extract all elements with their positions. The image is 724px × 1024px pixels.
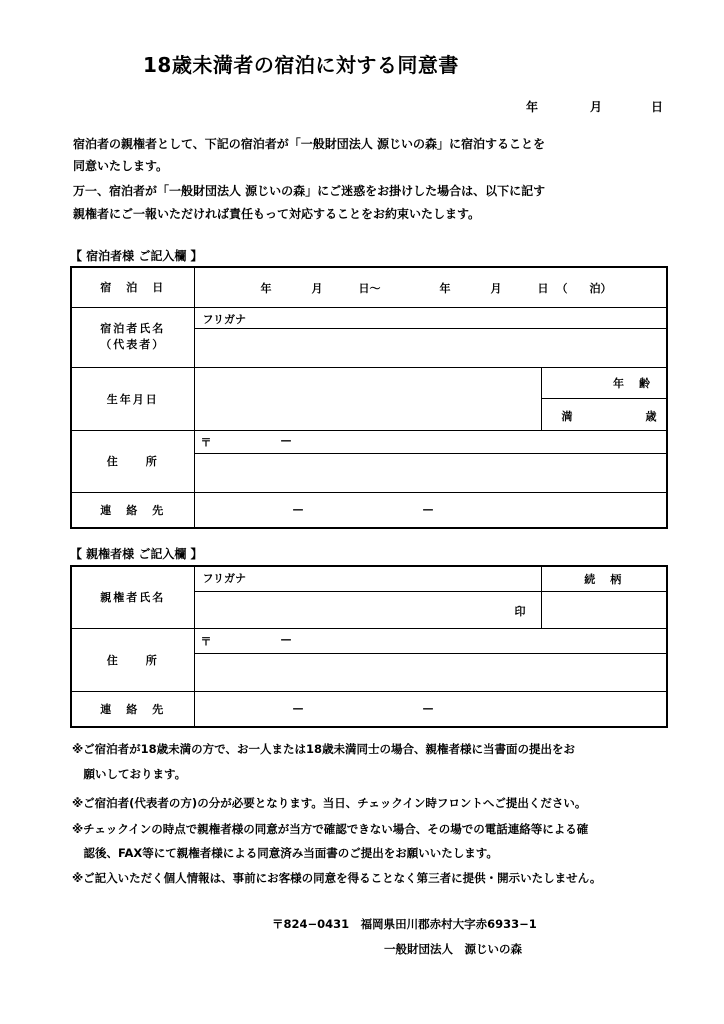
parent-contact-label: 連 絡 先 bbox=[71, 691, 194, 727]
guest-name-label-1: 宿泊者氏名 bbox=[100, 322, 166, 335]
note-4: ※ご記入いただく個人情報は、事前にお客様の同意を得ることなく第三者に提供・開示いたしません。 bbox=[72, 871, 602, 885]
stay-date-field[interactable] bbox=[194, 267, 667, 307]
intro-line-4: 親権者にご一報いただければ責任もって対応することをお約束いたします。 bbox=[73, 207, 481, 221]
parent-contact-dash-1: — bbox=[292, 701, 304, 715]
age-label: 年 齢 bbox=[541, 367, 667, 398]
stay-year-2: 年 bbox=[439, 282, 451, 295]
stay-nights: （ 泊） bbox=[556, 282, 612, 295]
guest-contact-field[interactable] bbox=[194, 492, 667, 528]
date-day-label: 日 bbox=[651, 100, 664, 114]
guest-address-field[interactable] bbox=[194, 453, 667, 492]
note-2: ※ご宿泊者(代表者の方)の分が必要となります。当日、チェックイン時フロントへご提出ください。 bbox=[72, 796, 587, 810]
guest-section-label: 【 宿泊者様 ご記入欄 】 bbox=[70, 249, 203, 263]
age-full-label: 満 bbox=[561, 409, 573, 423]
date-year-label: 年 bbox=[526, 100, 539, 114]
guest-name-label bbox=[71, 307, 194, 367]
relation-label: 続 柄 bbox=[541, 566, 667, 591]
footer-organization: 一般財団法人 源じいの森 bbox=[384, 942, 522, 956]
stay-date-label: 宿 泊 日 bbox=[71, 267, 194, 307]
parent-furigana-field[interactable]: フリガナ bbox=[194, 566, 541, 591]
stay-day-2: 日 bbox=[537, 282, 549, 295]
note-3: ※チェックインの時点で親権者様の同意が当方で確認できない場合、その場での電話連絡等による確 bbox=[72, 822, 589, 836]
guest-name-label-2: （代表者） bbox=[100, 338, 166, 351]
relation-field[interactable] bbox=[541, 591, 667, 628]
guest-furigana-field[interactable]: フリガナ bbox=[194, 307, 667, 328]
date-month-label: 月 bbox=[590, 100, 603, 114]
parent-form-table bbox=[70, 565, 668, 728]
note-1-cont: 願いしております。 bbox=[72, 767, 187, 781]
birth-date-label: 生年月日 bbox=[71, 367, 194, 430]
parent-address-field[interactable] bbox=[194, 653, 667, 691]
stay-day-1: 日〜 bbox=[358, 282, 381, 295]
guest-address-label: 住 所 bbox=[71, 430, 194, 492]
parent-name-label: 親権者氏名 bbox=[71, 566, 194, 628]
guest-form-table bbox=[70, 266, 668, 529]
birth-date-field[interactable] bbox=[194, 367, 541, 430]
intro-line-1: 宿泊者の親権者として、下記の宿泊者が「一般財団法人 源じいの森」に宿泊することを bbox=[73, 137, 545, 151]
intro-line-3: 万一、宿泊者が「一般財団法人 源じいの森」にご迷惑をお掛けした場合は、以下に記す bbox=[73, 184, 546, 198]
guest-postal-mark: 〒 bbox=[200, 435, 212, 449]
parent-postal-field[interactable] bbox=[194, 628, 667, 653]
parent-contact-field[interactable] bbox=[194, 691, 667, 727]
parent-postal-dash: — bbox=[280, 632, 292, 646]
guest-postal-field[interactable] bbox=[194, 430, 667, 453]
stay-month-2: 月 bbox=[490, 282, 502, 295]
note-1: ※ご宿泊者が18歳未満の方で、お一人または18歳未満同士の場合、親権者様に当書面の提出をお bbox=[72, 742, 575, 756]
age-field[interactable] bbox=[541, 398, 667, 430]
seal-mark: 印 bbox=[514, 604, 526, 618]
parent-contact-dash-2: — bbox=[422, 701, 434, 715]
guest-name-field[interactable] bbox=[194, 328, 667, 367]
parent-section-label: 【 親権者様 ご記入欄 】 bbox=[70, 547, 203, 561]
stay-year-1: 年 bbox=[260, 282, 272, 295]
guest-contact-dash-1: — bbox=[292, 502, 304, 516]
guest-contact-dash-2: — bbox=[422, 502, 434, 516]
footer-address: 〒824−0431 福岡県田川郡赤村大字赤6933−1 bbox=[272, 917, 537, 931]
note-3-cont: 認後、FAX等にて親権者様による同意済み当面書のご提出をお願いいたします。 bbox=[72, 846, 498, 860]
parent-name-field[interactable] bbox=[194, 591, 541, 628]
parent-postal-mark: 〒 bbox=[200, 634, 212, 648]
parent-address-label: 住 所 bbox=[71, 628, 194, 691]
age-unit-label: 歳 bbox=[645, 409, 657, 423]
stay-month-1: 月 bbox=[311, 282, 323, 295]
guest-contact-label: 連 絡 先 bbox=[71, 492, 194, 528]
guest-postal-dash: — bbox=[280, 433, 292, 447]
intro-line-2: 同意いたします。 bbox=[73, 159, 169, 173]
document-title: 18歳未満者の宿泊に対する同意書 bbox=[143, 53, 459, 77]
